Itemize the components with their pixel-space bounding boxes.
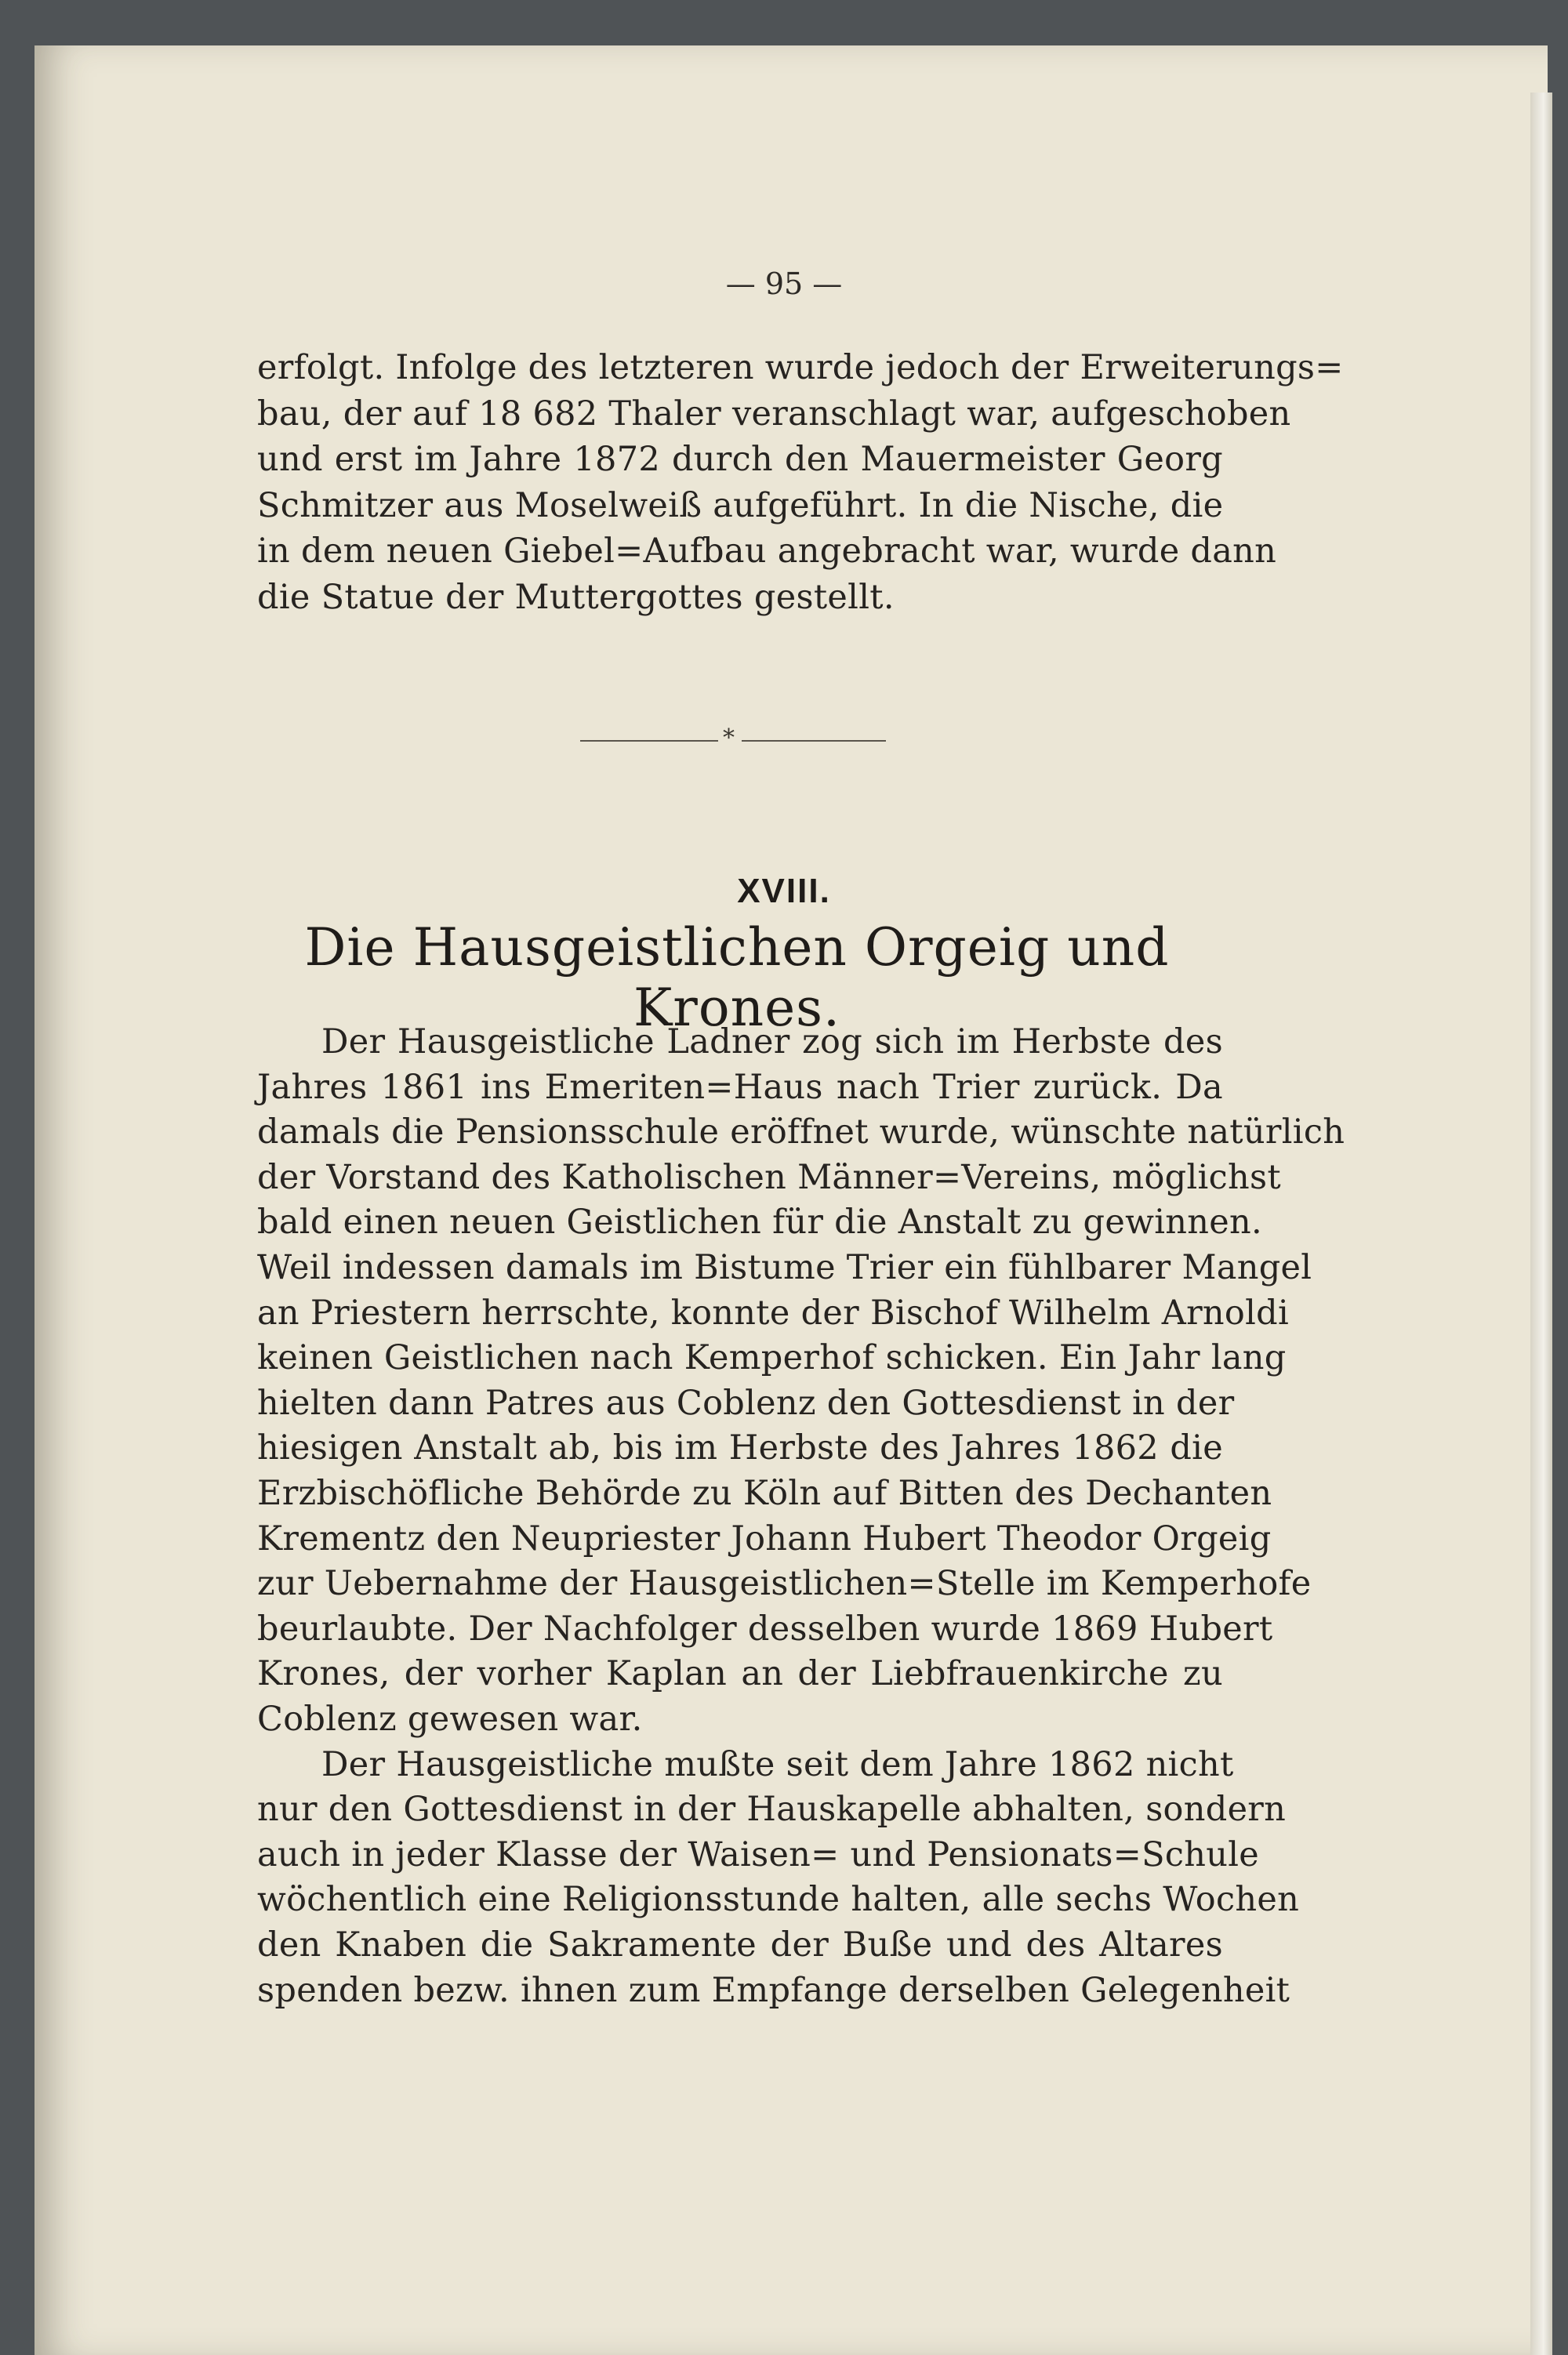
text-line: hielten dann Patres aus Coblenz den Gottesdienst in der — [257, 1383, 1235, 1423]
text-line: damals die Pensionsschule eröffnet wurde, wünschte natürlich — [257, 1112, 1345, 1152]
page-edge — [1530, 93, 1552, 2355]
text-line: zur Uebernahme der Hausgeistlichen=Stelle im Kemperhofe — [257, 1564, 1312, 1604]
chapter-title: Die Hausgeistlichen Orgeig und Krones. — [304, 917, 1170, 1038]
text-line: Erzbischöfliche Behörde zu Köln auf Bitten des Dechanten — [257, 1474, 1272, 1513]
text-line: bald einen neuen Geistlichen für die Anstalt zu gewinnen. — [257, 1203, 1262, 1243]
text-line: der Vorstand des Katholischen Männer=Vereins, möglichst — [257, 1157, 1281, 1197]
text-line: Schmitzer aus Moselweiß aufgeführt. In die Nische, die — [257, 485, 1224, 525]
text-line: nur den Gottesdienst in der Hauskapelle abhalten, sondern — [257, 1790, 1287, 1830]
page-number: — 95 — — [725, 267, 843, 301]
text-line: Jahres 1861 ins Emeriten=Haus nach Trier zurück. Da — [257, 1067, 1223, 1107]
text-line: Weil indessen damals im Bistume Trier ein fühlbarer Mangel — [257, 1248, 1312, 1287]
text-line: erfolgt. Infolge des letzteren wurde jedoch der Erweiterungs= — [257, 348, 1344, 387]
text-line: hiesigen Anstalt ab, bis im Herbste des Jahres 1862 die — [257, 1428, 1223, 1468]
text-line: beurlaubte. Der Nachfolger desselben wurde 1869 Hubert — [257, 1609, 1273, 1649]
text-line: bau, der auf 18 682 Thaler veranschlagt war, aufgeschoben — [257, 394, 1291, 434]
text-line: Der Hausgeistliche Ladner zog sich im Herbste des — [321, 1022, 1223, 1061]
divider-asterisk: * — [723, 724, 735, 752]
section-divider — [580, 724, 886, 756]
text-line: Coblenz gewesen war. — [257, 1700, 643, 1739]
text-line: den Knaben die Sakramente der Buße und des Altares — [257, 1925, 1223, 1965]
text-line: und erst im Jahre 1872 durch den Mauermeister Georg — [257, 440, 1223, 479]
text-line: die Statue der Muttergottes gestellt. — [257, 577, 895, 617]
text-line: keinen Geistlichen nach Kemperhof schicken. Ein Jahr lang — [257, 1338, 1287, 1378]
text-line: in dem neuen Giebel=Aufbau angebracht war, wurde dann — [257, 532, 1277, 571]
text-line: Krementz den Neupriester Johann Hubert Theodor Orgeig — [257, 1519, 1272, 1559]
divider-rule-right — [742, 740, 886, 742]
text-line: wöchentlich eine Religionsstunde halten, alle sechs Wochen — [257, 1880, 1300, 1920]
text-line: an Priestern herrschte, konnte der Bischof Wilhelm Arnoldi — [257, 1293, 1290, 1333]
chapter-number: XVIII. — [737, 872, 831, 910]
text-line: Krones, der vorher Kaplan an der Liebfrauenkirche zu — [257, 1654, 1223, 1694]
text-line: Der Hausgeistliche mußte seit dem Jahre 1862 nicht — [321, 1744, 1234, 1784]
text-line: auch in jeder Klasse der Waisen= und Pensionats=Schule — [257, 1834, 1260, 1874]
divider-rule-left — [580, 740, 718, 742]
text-line: spenden bezw. ihnen zum Empfange derselben Gelegenheit — [257, 1970, 1290, 2010]
